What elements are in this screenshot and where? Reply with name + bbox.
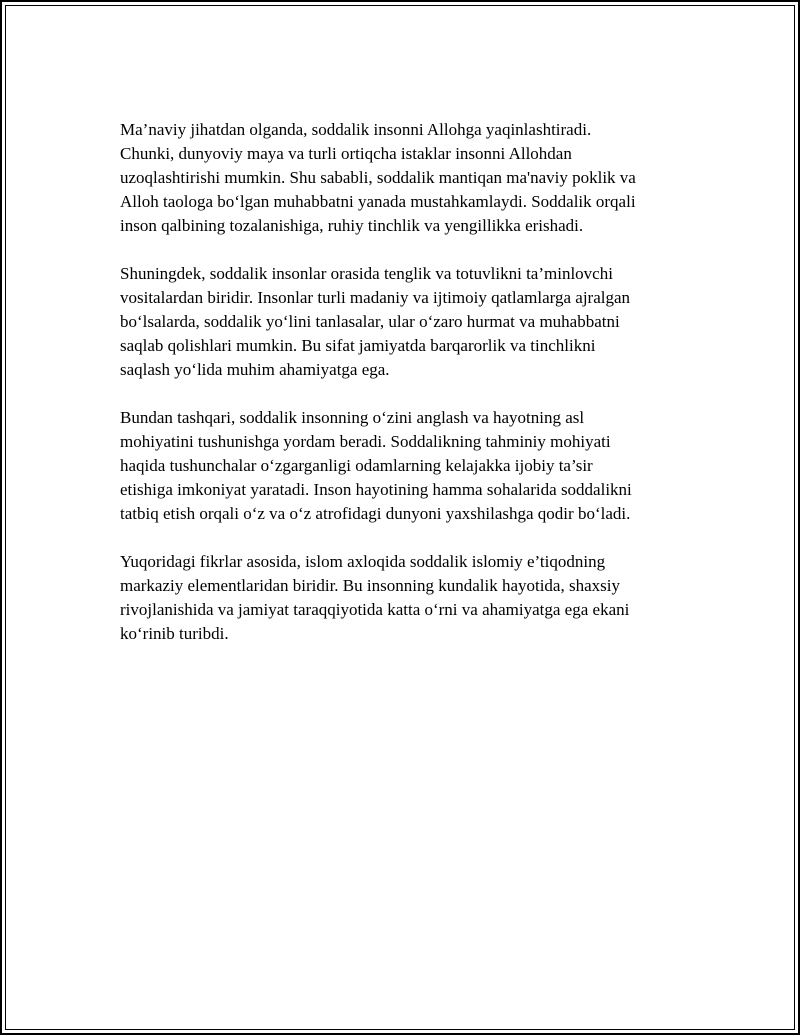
paragraph-1 <box>120 118 695 238</box>
text-line: Ma’naviy jihatdan olganda, soddalik insonni Allohga yaqinlashtiradi. <box>120 120 592 139</box>
text-line: Shuningdek, soddalik insonlar orasida tenglik va totuvlikni ta’minlovchi <box>120 264 613 283</box>
text-line: Chunki, dunyoviy maya va turli ortiqcha istaklar insonni Allohdan <box>120 144 572 163</box>
text-line: bo‘lsalarda, soddalik yo‘lini tanlasalar, ular o‘zaro hurmat va muhabbatni <box>120 312 620 331</box>
text-line: saqlab qolishlari mumkin. Bu sifat jamiyatda barqarorlik va tinchlikni <box>120 336 596 355</box>
paragraph-2 <box>120 262 695 382</box>
text-line: haqida tushunchalar o‘zgarganligi odamlarning kelajakka ijobiy ta’sir <box>120 456 593 475</box>
document-body <box>120 118 695 670</box>
text-line: Yuqoridagi fikrlar asosida, islom axloqida soddalik islomiy e’tiqodning <box>120 552 606 571</box>
paragraph-4 <box>120 550 695 646</box>
text-line: ko‘rinib turibdi. <box>120 624 229 643</box>
paragraph-3 <box>120 406 695 526</box>
text-line: Alloh taologa bo‘lgan muhabbatni yanada mustahkamlaydi. Soddalik orqali <box>120 192 636 211</box>
text-line: mohiyatini tushunishga yordam beradi. Soddalikning tahminiy mohiyati <box>120 432 611 451</box>
text-line: tatbiq etish orqali o‘z va o‘z atrofidagi dunyoni yaxshilashga qodir bo‘ladi. <box>120 504 631 523</box>
text-line: saqlash yo‘lida muhim ahamiyatga ega. <box>120 360 390 379</box>
text-line: Bundan tashqari, soddalik insonning o‘zini anglash va hayotning asl <box>120 408 585 427</box>
text-line: uzoqlashtirishi mumkin. Shu sababli, soddalik mantiqan ma'naviy poklik va <box>120 168 636 187</box>
text-line: rivojlanishida va jamiyat taraqqiyotida katta o‘rni va ahamiyatga ega ekani <box>120 600 630 619</box>
text-line: markaziy elementlaridan biridir. Bu insonning kundalik hayotida, shaxsiy <box>120 576 620 595</box>
text-line: vositalardan biridir. Insonlar turli madaniy va ijtimoiy qatlamlarga ajralgan <box>120 288 631 307</box>
text-line: etishiga imkoniyat yaratadi. Inson hayotining hamma sohalarida soddalikni <box>120 480 632 499</box>
text-line: inson qalbining tozalanishiga, ruhiy tinchlik va yengillikka erishadi. <box>120 216 584 235</box>
